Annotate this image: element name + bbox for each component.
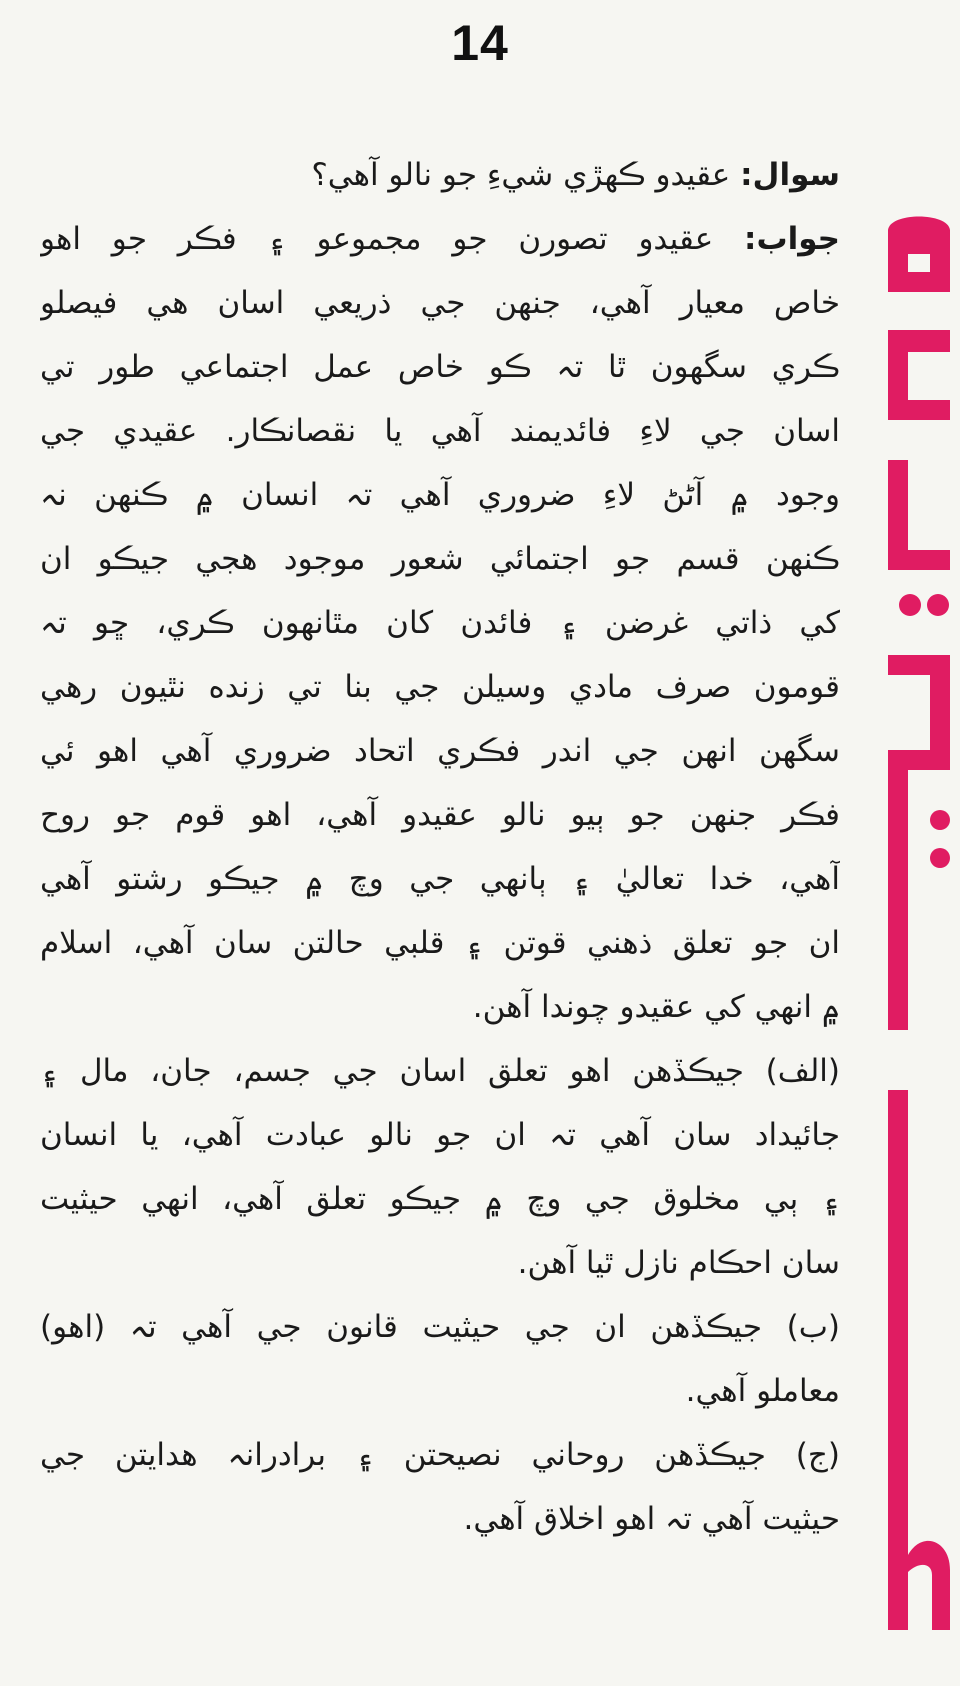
answer-line: ۾ انهي کي عقيدو چوندا آهن. xyxy=(472,989,840,1025)
point-alif-line: ۽ ٻي مخلوق جي وچ ۾ جيڪو تعلق آهي، انهي حيثيت xyxy=(40,1181,840,1217)
answer-line: اسان جي لاءِ فائديمند آهي يا نقصانڪار. عقيدي جي xyxy=(40,413,840,449)
question-text: عقيدو ڪهڙي شيءِ جو نالو آهي؟ xyxy=(311,157,741,193)
answer-line: ڪنهن قسم جو اجتمائي شعور موجود هجي جيڪو ان xyxy=(40,541,840,577)
answer-line: قومون صرف مادي وسيلن جي بنا تي زنده نٿيون رهي xyxy=(40,669,840,705)
point-jeem-line: حيثيت آهي تہ اهو اخلاق آهي. xyxy=(463,1501,840,1537)
point-bay-line: معاملو آهي. xyxy=(685,1373,840,1409)
side-title-strokes xyxy=(888,217,950,1631)
side-title-banner xyxy=(882,210,956,1660)
answer-line: کي ذاتي غرضن ۽ فائدن کان مٿانهون ڪري، ڇو تہ xyxy=(40,605,840,641)
answer-line: فڪر جنهن جو ٻيو نالو عقيدو آهي، اهو قوم جو روح xyxy=(40,797,840,833)
side-title-graphic xyxy=(882,210,956,1660)
answer-label: جواب: xyxy=(744,221,840,257)
page-body xyxy=(40,143,840,1551)
question-label: سوال: xyxy=(740,157,840,193)
point-alif-line: (الف) جيڪڏهن اهو تعلق اسان جي جسم، جان، مال ۽ xyxy=(40,1053,840,1089)
answer-line: وجود ۾ آڻڻ لاءِ ضروري آهي تہ انسان ۾ ڪنهن نہ xyxy=(40,477,840,513)
point-alif-line: جائيداد سان آهي تہ ان جو نالو عبادت آهي، يا انسان xyxy=(40,1117,840,1153)
answer-line: آهي، خدا تعاليٰ ۽ ٻانهي جي وچ ۾ جيڪو رشتو آهي xyxy=(40,861,840,897)
answer-line: خاص معيار آهي، جنهن جي ذريعي اسان هي فيصلو xyxy=(40,285,840,321)
question-line xyxy=(40,143,840,207)
point-alif-line: سان احڪام نازل ٿيا آهن. xyxy=(517,1245,840,1281)
answer-line: ان جو تعلق ذهني قوتن ۽ قلبي حالتن سان آهي، اسلام xyxy=(40,925,840,961)
point-jeem-line: (ج) جيڪڏهن روحاني نصيحتن ۽ برادرانہ هدايتن جي xyxy=(40,1437,840,1473)
answer-line: ڪري سگهون ٿا تہ ڪو خاص عمل اجتماعي طور تي xyxy=(40,349,840,385)
answer-first-text: عقيدو تصورن جو مجموعو ۽ فڪر جو اهو xyxy=(40,221,745,257)
answer-first-line xyxy=(40,207,840,271)
answer-line: سگهن انهن جي اندر فڪري اتحاد ضروري آهي اهو ئي xyxy=(40,733,840,769)
point-bay-line: (ب) جيڪڏهن ان جي حيثيت قانون جي آهي تہ (اهو) xyxy=(40,1309,840,1345)
page-number: 14 xyxy=(451,15,509,71)
